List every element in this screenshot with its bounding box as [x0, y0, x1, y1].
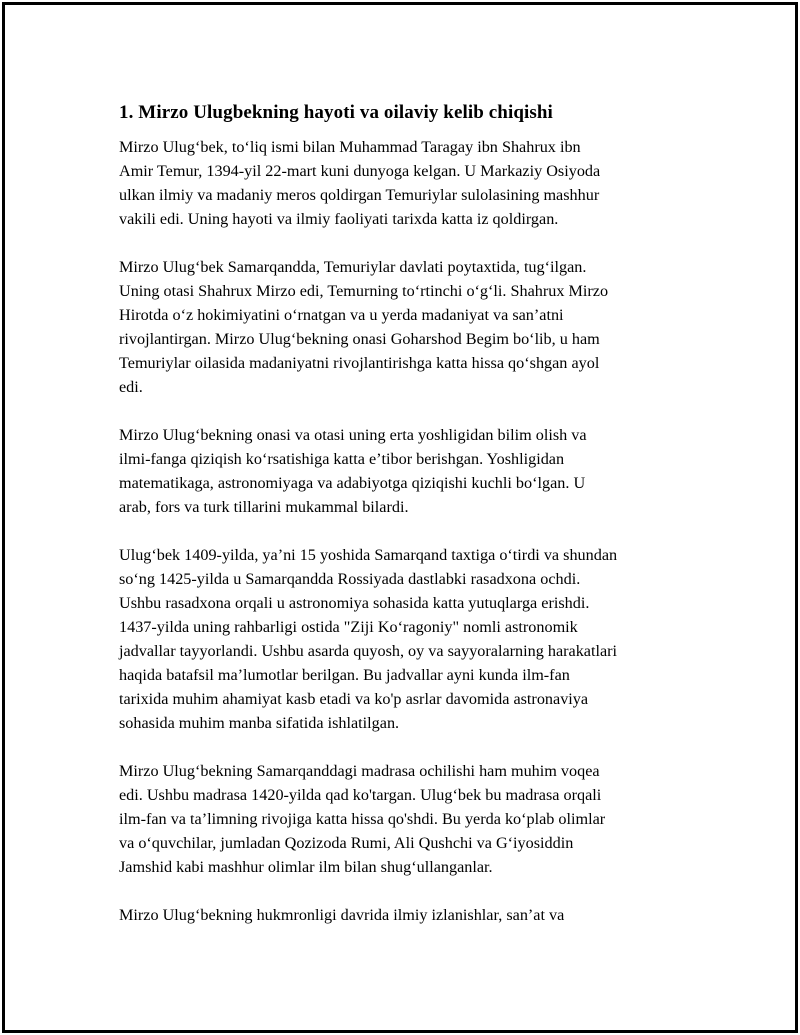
paragraph-observatory: Ulugʻbek 1409-yilda, yaʼni 15 yoshida Samarqand taxtiga oʻtirdi va shundan soʻng 1425-yilda u Samarqandda Rossiyada dastlabki rasadxona ochdi. Ushbu rasadxona orqali u astronomiya sohasida katta yutuqlarga erishdi. 1437-yilda uning rahbarligi ostida "Ziji Koʻragoniy" nomli astronomik jadvallar tayyorlandi. Ushbu asarda quyosh, oy va sayyoralarning harakatlari haqida batafsil maʼlumotlar berilgan. Bu jadvallar ayni kunda ilm-fan tarixida muhim ahamiyat kasb etadi va ko'p asrlar davomida astronaviya sohasida muhim manba sifatida ishlatilgan. — [119, 546, 618, 732]
paragraph-birth: Mirzo Ulugʻbek, toʻliq ismi bilan Muhammad Taragay ibn Shahrux ibn Amir Temur, 1394-yil 22-mart kuni dunyoga kelgan. U Markaziy Osiyoda ulkan ilmiy va madaniy meros qoldirgan Temuriylar sulolasining mashhur vakili edi. Uning hayoti va ilmiy faoliyati tarixda katta iz qoldirgan. — [119, 138, 601, 228]
paragraph-education: Mirzo Ulugʻbekning onasi va otasi uning erta yoshligidan bilim olish va ilmi-fanga qiziqish koʻrsatishiga katta eʼtibor berishgan. Yoshligidan matematikaga, astronomiyaga va adabiyotga qiziqishi kuchli boʻlgan. U arab, fors va turk tillarini mukammal bilardi. — [119, 426, 587, 516]
paragraph-family: Mirzo Ulugʻbek Samarqandda, Temuriylar davlati poytaxtida, tugʻilgan. Uning otasi Shahrux Mirzo edi, Temurning toʻrtinchi oʻgʻli. Shahrux Mirzo Hirotda oʻz hokimiyatini oʻrnatgan va u yerda madaniyat va sanʼatni rivojlantirgan. Mirzo Ulugʻbekning onasi Goharshod Begim boʻlib, u ham Temuriylar oilasida madaniyatni rivojlantirishga katta hissa qoʻshgan ayol edi. — [119, 258, 609, 396]
document-content — [119, 101, 709, 951]
paragraph-reign: Mirzo Ulugʻbekning hukmronligi davrida ilmiy izlanishlar, sanʼat va — [119, 906, 565, 924]
document-page — [2, 2, 798, 1033]
paragraph-madrasa: Mirzo Ulugʻbekning Samarqanddagi madrasa ochilishi ham muhim voqea edi. Ushbu madrasa 1420-yilda qad ko'targan. Ulugʻbek bu madrasa orqali ilm-fan va taʼlimning rivojiga katta hissa qo'shdi. Bu yerda koʻplab olimlar va oʻquvchilar, jumladan Qozizoda Rumi, Ali Qushchi va Gʻiyosiddin Jamshid kabi mashhur olimlar ilm bilan shugʻullanganlar. — [119, 762, 606, 876]
section-heading: 1. Mirzo Ulugbekning hayoti va oilaviy kelib chiqishi — [119, 102, 553, 123]
